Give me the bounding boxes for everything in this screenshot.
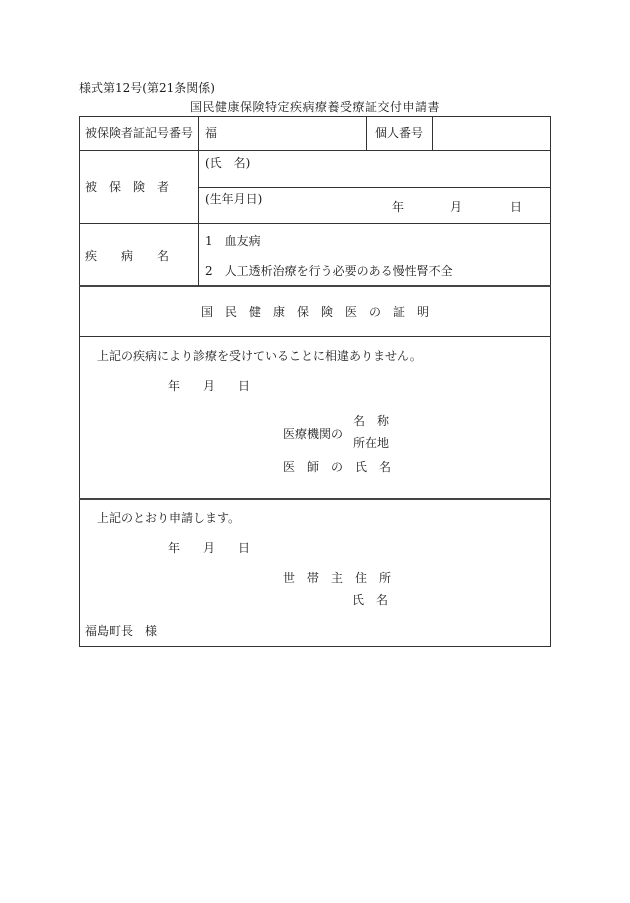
birth-day-label: 日 (510, 200, 523, 214)
form-id: 様式第12号(第21条関係) (79, 81, 215, 95)
disease-item-renal-failure[interactable]: 2 人工透析治療を行う必要のある慢性腎不全 (205, 264, 453, 278)
householder-address-label: 世 帯 主 住 所 (283, 571, 392, 585)
insured-number-label: 被保険者証記号番号 (85, 126, 194, 140)
personal-number-label: 個人番号 (375, 126, 424, 140)
birth-year-label: 年 (392, 200, 405, 214)
doctor-name-label: 医 師 の 氏 名 (283, 460, 392, 474)
personal-number-left-divider (366, 116, 367, 151)
certification-month-label: 月 (203, 379, 216, 393)
disease-label: 疾 病 名 (85, 249, 170, 263)
application-statement: 上記のとおり申請します。 (97, 511, 241, 525)
row-divider-2 (79, 223, 551, 224)
personal-number-field[interactable] (434, 118, 548, 148)
name-label: (氏 名) (205, 156, 251, 170)
certification-year-label: 年 (168, 379, 181, 393)
certification-heading: 国 民 健 康 保 険 医 の 証 明 (200, 305, 429, 319)
addressee: 福島町長 様 (85, 624, 158, 638)
name-field[interactable] (200, 170, 548, 185)
row-divider-3 (79, 285, 551, 287)
row-divider-name-birth (198, 187, 551, 188)
form-title: 国民健康保険特定疾病療養受療証交付申請書 (189, 100, 440, 114)
row-divider-5 (79, 498, 551, 500)
institution-name-label: 名 称 (353, 414, 390, 428)
birthdate-label: (生年月日) (205, 192, 263, 206)
certification-statement: 上記の疾病により診療を受けていることに相違ありません。 (97, 349, 422, 363)
table-left-border (79, 116, 80, 647)
application-day-label: 日 (238, 541, 251, 555)
application-year-label: 年 (168, 541, 181, 555)
institution-prefix: 医療機関の (283, 427, 344, 441)
institution-address-label: 所在地 (353, 436, 390, 450)
row-divider-1 (79, 150, 551, 151)
certification-day-label: 日 (238, 379, 251, 393)
personal-number-right-divider (432, 116, 433, 151)
row-divider-4 (79, 336, 551, 337)
application-month-label: 月 (203, 541, 216, 555)
birth-month-label: 月 (450, 200, 463, 214)
insured-person-label: 被 保 険 者 (85, 180, 170, 194)
table-bottom-border (79, 646, 551, 647)
householder-name-label: 氏 名 (352, 593, 389, 607)
insured-number-value[interactable]: 福 (205, 126, 218, 140)
table-right-border (550, 116, 551, 647)
table-top-border (79, 116, 551, 117)
label-column-divider (198, 116, 199, 286)
disease-item-hemophilia[interactable]: 1 血友病 (205, 234, 261, 248)
